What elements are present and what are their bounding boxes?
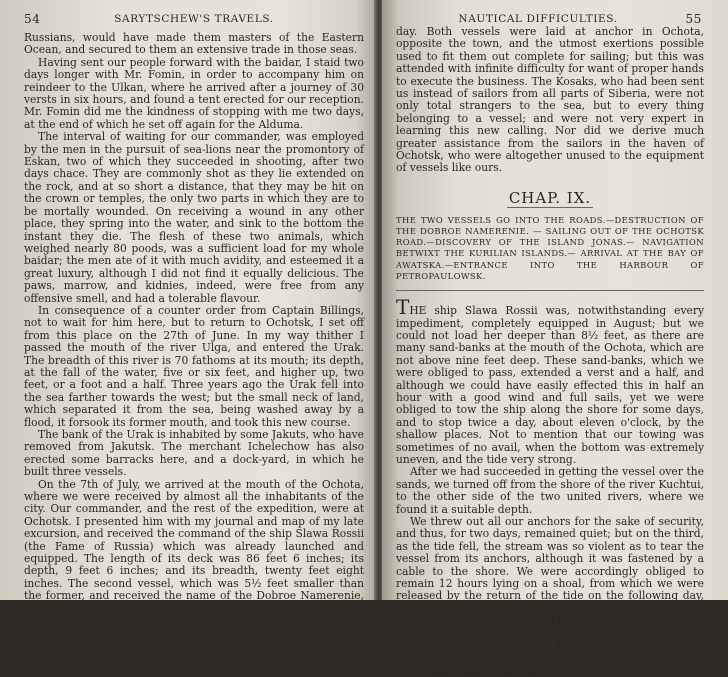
paragraph: Russians, would have made them masters of the Eastern Ocean, and secured to them an extensive trade in those seas. (24, 31, 364, 57)
paragraph: In consequence of a counter order from Captain Billings, not to wait for him here, but to return to Ochotsk, I set off from this place on the 27th of June. In my way thither I passed the mouth of the river Ulga, and entered the Urak. The breadth of this river is 70 fathoms at its mouth; its depth, at the fall of the water, five or six feet, and higher up, two feet, or a foot and a half. Three years ago the Urak fell into the sea farther towards the west; but the small neck of land, which separated it from the sea, being washed away by a flood, it forsook its former mouth, and took this new course. (24, 303, 364, 429)
paragraph: The interval of waiting for our commander, was employed by the men in the pursuit of sea-lions near the promontory of Eskan, two of which they succeeded in shooting, after two days chace. They are commonly shot as they lie extended on the rock, and at so short a distance, that they may be hit on the crown or temples, the only two parts in which they are to be mortally wounded. On receiving a wound in any other place, they spring into the water, and sink to the bottom the instant they die. The flesh of these two animals, which weighed nearly 80 poods, was a sufficient load for my whole baidar; the men ate of it with much avidity, and esteemed it a great luxury, although I did not find it equally delicious. The paws, marrow, and kidnies, indeed, were free from any offensive smell, and had a tolerable flavour. (24, 130, 364, 305)
left-page-number: 54 (24, 12, 41, 26)
left-running-head: SARYTSCHEW'S TRAVELS. (114, 13, 274, 25)
paragraph: On the 7th of July, we arrived at the mouth of the Ochota, where we were received by almost all the inhabitants of the city. Our commander, and the rest of the expedition, were at Ochotsk. I presented him with my journal and map of my late excursion, and received the command of the ship Slawa Rossii (the Fame of Russia) which was already launched and equipped. The length of its deck was 86 feet 6 inches; its depth, 9 feet 6 inches; and its breadth, twenty feet eight inches. The second vessel, which was 5½ feet smaller than the former, and received the name of the Dobroe Namerenie, was launched the next (24, 477, 364, 615)
chapter-summary: THE TWO VESSELS GO INTO THE ROADS.—DESTRUCTION OF THE DOBROE NAMERENIE. — SAILING OUT OF THE OCHOTSK ROAD.—DISCOVERY OF THE ISLAND JONAS.— NAVIGATION BETWIXT THE KURILIAN ISLANDS.— ARRIVAL AT THE BAY OF AWATSKA.—ENTRANCE INTO THE HARBOUR OF PETROPAULOWSK. (396, 214, 704, 281)
paragraph: On the 27th of August, this vessel went out, with a favourable wind, into the roads, and anchored four versts from the shore, in six fathoms. The captain went on land, consigning the management of the landing, and every thing else, to my care. (396, 614, 704, 677)
right-running-head: NAUTICAL DIFFICULTIES. (458, 13, 618, 25)
paragraph: After we had succeeded in getting the vessel over the sands, we turned off from the shore of the river Kuchtui, to the other side of the two united rivers, where we found it a suitable depth. (396, 465, 704, 516)
drop-cap: T (396, 295, 410, 320)
right-opening-paragraph: day. Both vessels were laid at anchor in Ochota, opposite the town, and the utmost exertions possible used to fit them out complete for sailing; but this was attended with infinite difficulty for want of proper hands to execute the business. The Kosaks, who had been sent us instead of sailors from all parts of Siberia, were not only total strangers to the sea, but to every thing belonging to a vessel; and were not very expert in learning this new calling. Nor did we derive much greater assistance from the sailors in the haven of Ochotsk, who were altogether unused to the equipment of vessels like ours. (396, 25, 704, 175)
chapter-title: CHAP. IX. (508, 188, 592, 207)
chapter-first-paragraph (396, 295, 704, 466)
left-page-body (24, 32, 364, 615)
left-page (0, 0, 378, 615)
right-page (382, 0, 728, 677)
paragraph: We threw out all our anchors for the sake of security, and thus, for two days, remained quiet; but on the third, as the tide fell, the stream was so violent as to tear the vessel from its anchors, although it was fastened by a cable to the shore. We were accordingly obliged to remain 12 hours lying on a shoal, from which we were released by the return of the tide on the following day, and cast anchor against the side of the river. (396, 515, 704, 615)
right-page-body (396, 466, 704, 677)
paragraph: Having sent our people forward with the baidar, I staid two days longer with Mr. Fomin, in order to accompany him on reindeer to the Ulkan, where he arrived after a journey of 30 versts in six hours, and found a tent erected for our reception. Mr. Fomin did me the kindness of stopping with me two days, at the end of which he set off again for the Alduma. (24, 55, 364, 131)
chapter-heading (396, 189, 704, 207)
right-running-header (396, 12, 704, 30)
right-page-number: 55 (685, 12, 702, 26)
paragraph: The bank of the Urak is inhabited by some Jakuts, who have removed from Jakutsk. The merchant Ichelechow has also erected some barracks here, and a dock-yard, in which he built three vessels. (24, 428, 364, 479)
left-running-header (24, 12, 364, 30)
chapter-divider (396, 290, 704, 291)
chapter-first-paragraph-text: HE ship Slawa Rossii was, notwithstanding every impediment, completely equipped in August; but we could not load her deeper than 8½ feet, as there are many sand-banks at the mouth of the Ochota, which are not above nine feet deep. These sand-banks, which we were obliged to pass, extended a verst and a half, and although we could have easily effected this in half an hour with a good wind and full sails, yet we were obliged to tow the ship along the shore for some days, and to stop twice a day, about eleven o'clock, by the shallow places. Not to mention that our towing was sometimes of no avail, when the bottom was extremely uneven, and the tide very strong. (396, 304, 704, 466)
